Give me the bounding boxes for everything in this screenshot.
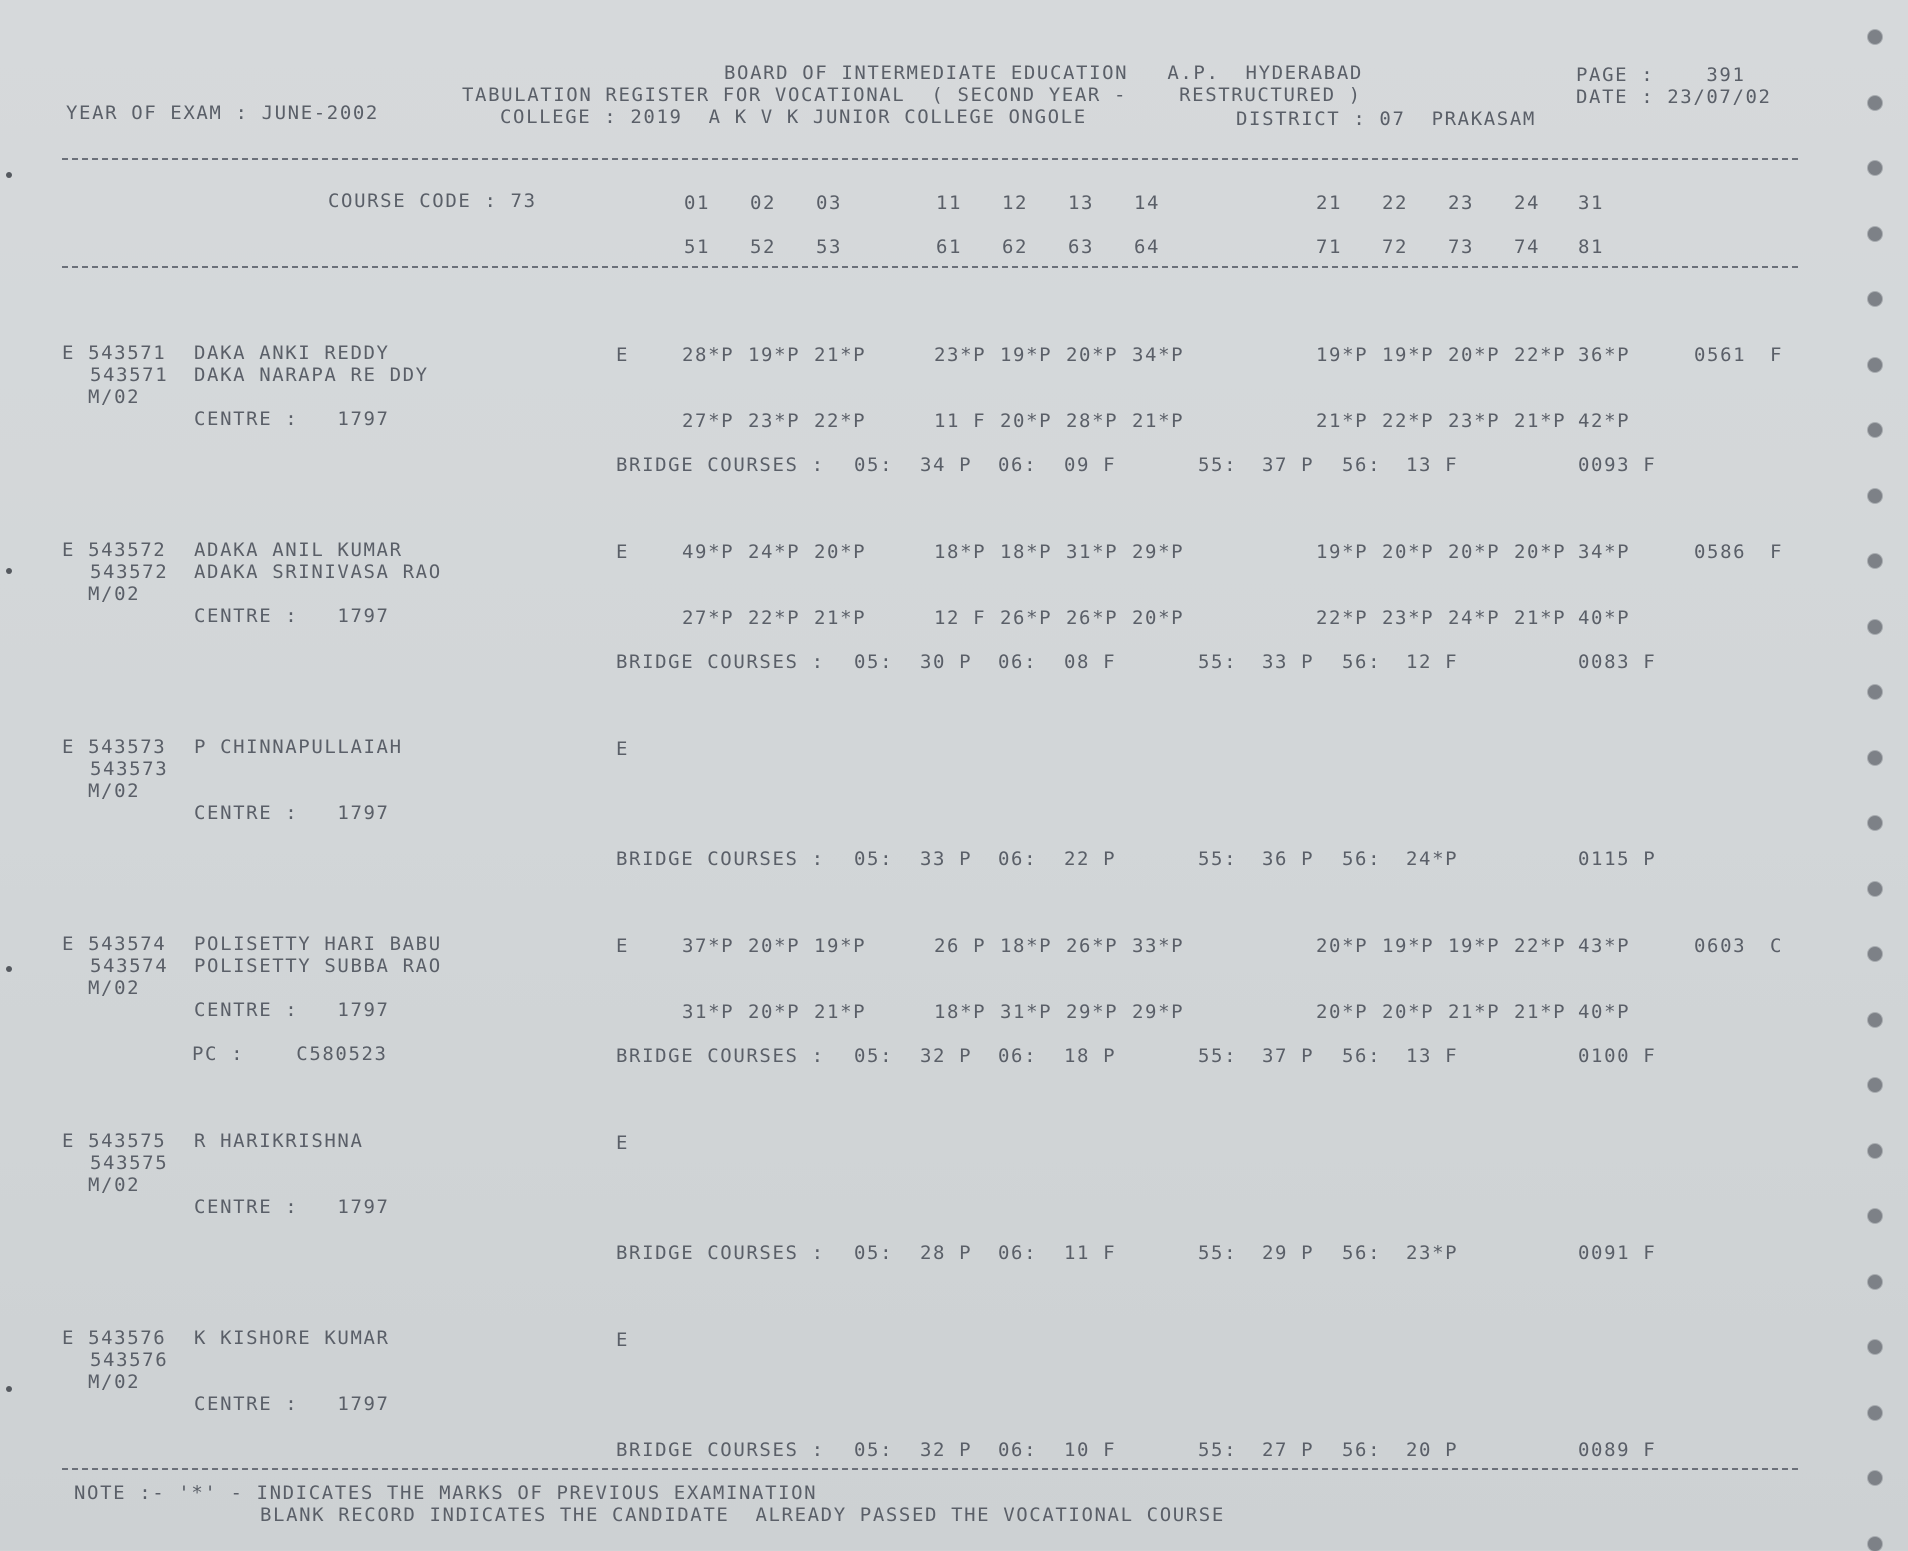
subject-mark: 40*P bbox=[1578, 607, 1631, 629]
feed-hole bbox=[1868, 423, 1882, 437]
subject-mark: 20*P bbox=[1316, 1001, 1369, 1023]
subject-mark: 19*P bbox=[1382, 344, 1435, 366]
bridge-mark-05: 32 P bbox=[920, 1045, 973, 1067]
centre-code: CENTRE : 1797 bbox=[194, 1196, 390, 1218]
medium-year: M/02 bbox=[88, 583, 141, 605]
subject-mark: 22*P bbox=[1514, 935, 1567, 957]
bridge-total: 0083 F bbox=[1578, 651, 1657, 673]
feed-hole bbox=[1868, 1144, 1882, 1158]
subject-mark: 19*P bbox=[1382, 935, 1435, 957]
exam-flag: E bbox=[616, 935, 630, 957]
bridge-mark-06: 08 F bbox=[1064, 651, 1117, 673]
subject-mark: 11 F bbox=[934, 410, 987, 432]
father-name: ADAKA SRINIVASA RAO bbox=[194, 561, 442, 583]
roll-number: 543576 bbox=[90, 1349, 169, 1371]
centre-code: CENTRE : 1797 bbox=[194, 999, 390, 1021]
bridge-mark-56: 20 P bbox=[1406, 1439, 1459, 1461]
course-code-column: 74 bbox=[1514, 236, 1541, 258]
bridge-total: 0115 P bbox=[1578, 848, 1657, 870]
course-code-column: 53 bbox=[816, 236, 843, 258]
course-code-column: 81 bbox=[1578, 236, 1605, 258]
bridge-code-05: 05: bbox=[854, 651, 894, 673]
bridge-mark-06: 10 F bbox=[1064, 1439, 1117, 1461]
subject-mark: 37*P bbox=[682, 935, 735, 957]
subject-mark: 40*P bbox=[1578, 1001, 1631, 1023]
bridge-code-05: 05: bbox=[854, 1242, 894, 1264]
feed-hole bbox=[1868, 620, 1882, 634]
medium-year: M/02 bbox=[88, 386, 141, 408]
subject-mark: 28*P bbox=[682, 344, 735, 366]
bridge-code-05: 05: bbox=[854, 1045, 894, 1067]
margin-hole bbox=[6, 568, 12, 574]
subject-mark: 18*P bbox=[1000, 935, 1053, 957]
medium-year: M/02 bbox=[88, 1371, 141, 1393]
bridge-mark-06: 11 F bbox=[1064, 1242, 1117, 1264]
course-code-column: 71 bbox=[1316, 236, 1343, 258]
subject-mark: 29*P bbox=[1132, 1001, 1185, 1023]
bridge-mark-55: 27 P bbox=[1262, 1439, 1315, 1461]
roll-number: 543572 bbox=[90, 561, 169, 583]
subject-mark: 23*P bbox=[748, 410, 801, 432]
course-code-column: 64 bbox=[1134, 236, 1161, 258]
bridge-mark-56: 13 F bbox=[1406, 454, 1459, 476]
bridge-mark-05: 32 P bbox=[920, 1439, 973, 1461]
course-code-column: 01 bbox=[684, 192, 711, 214]
centre-code: CENTRE : 1797 bbox=[194, 802, 390, 824]
course-code: COURSE CODE : 73 bbox=[328, 190, 537, 212]
course-code-column: 72 bbox=[1382, 236, 1409, 258]
bridge-code-06: 06: bbox=[998, 1242, 1038, 1264]
bridge-mark-55: 37 P bbox=[1262, 454, 1315, 476]
exam-flag: E bbox=[616, 541, 630, 563]
subject-mark: 19*P bbox=[814, 935, 867, 957]
subject-mark: 21*P bbox=[1316, 410, 1369, 432]
print-date: DATE : 23/07/02 bbox=[1576, 86, 1772, 108]
bridge-code-56: 56: bbox=[1342, 848, 1382, 870]
course-code-column: 21 bbox=[1316, 192, 1343, 214]
bridge-mark-56: 23*P bbox=[1406, 1242, 1459, 1264]
exam-flag: E bbox=[616, 1132, 630, 1154]
course-code-column: 23 bbox=[1448, 192, 1475, 214]
footer-divider bbox=[62, 1468, 1798, 1470]
hall-ticket-number: E 543576 bbox=[62, 1327, 167, 1349]
feed-hole bbox=[1868, 1537, 1882, 1551]
feed-hole bbox=[1868, 1275, 1882, 1289]
subject-mark: 19*P bbox=[748, 344, 801, 366]
subject-mark: 21*P bbox=[1132, 410, 1185, 432]
medium-year: M/02 bbox=[88, 977, 141, 999]
subject-mark: 20*P bbox=[1514, 541, 1567, 563]
candidate-name: POLISETTY HARI BABU bbox=[194, 933, 442, 955]
feed-hole bbox=[1868, 751, 1882, 765]
feed-hole bbox=[1868, 489, 1882, 503]
subject-mark: 21*P bbox=[1448, 1001, 1501, 1023]
subject-mark: 19*P bbox=[1000, 344, 1053, 366]
bridge-courses-label: BRIDGE COURSES : bbox=[616, 1439, 825, 1461]
subject-mark: 26*P bbox=[1066, 935, 1119, 957]
column-header-divider bbox=[62, 266, 1798, 268]
course-code-column: 24 bbox=[1514, 192, 1541, 214]
exam-flag: E bbox=[616, 738, 630, 760]
subject-mark: 31*P bbox=[682, 1001, 735, 1023]
subject-mark: 20*P bbox=[1316, 935, 1369, 957]
feed-hole bbox=[1868, 1471, 1882, 1485]
bridge-code-56: 56: bbox=[1342, 454, 1382, 476]
hall-ticket-number: E 543573 bbox=[62, 736, 167, 758]
candidate-name: K KISHORE KUMAR bbox=[194, 1327, 390, 1349]
bridge-mark-05: 33 P bbox=[920, 848, 973, 870]
course-code-column: 14 bbox=[1134, 192, 1161, 214]
course-code-column: 02 bbox=[750, 192, 777, 214]
subject-mark: 29*P bbox=[1066, 1001, 1119, 1023]
feed-hole bbox=[1868, 816, 1882, 830]
roll-number: 543573 bbox=[90, 758, 169, 780]
feed-hole bbox=[1868, 1406, 1882, 1420]
bridge-code-06: 06: bbox=[998, 651, 1038, 673]
subject-mark: 20*P bbox=[1448, 344, 1501, 366]
subject-mark: 20*P bbox=[1382, 541, 1435, 563]
feed-hole bbox=[1868, 30, 1882, 44]
bridge-code-56: 56: bbox=[1342, 1045, 1382, 1067]
college-line: COLLEGE : 2019 A K V K JUNIOR COLLEGE ONGOLE bbox=[500, 106, 1087, 128]
bridge-total: 0091 F bbox=[1578, 1242, 1657, 1264]
bridge-mark-05: 34 P bbox=[920, 454, 973, 476]
bridge-total: 0093 F bbox=[1578, 454, 1657, 476]
subject-mark: 26*P bbox=[1000, 607, 1053, 629]
subject-mark: 24*P bbox=[748, 541, 801, 563]
subject-mark: 23*P bbox=[934, 344, 987, 366]
candidate-name: R HARIKRISHNA bbox=[194, 1130, 364, 1152]
bridge-mark-56: 13 F bbox=[1406, 1045, 1459, 1067]
subject-mark: 34*P bbox=[1578, 541, 1631, 563]
bridge-mark-56: 24*P bbox=[1406, 848, 1459, 870]
subject-mark: 29*P bbox=[1132, 541, 1185, 563]
candidate-name: DAKA ANKI REDDY bbox=[194, 342, 390, 364]
bridge-mark-55: 37 P bbox=[1262, 1045, 1315, 1067]
subject-mark: 26*P bbox=[1066, 607, 1119, 629]
subject-mark: 43*P bbox=[1578, 935, 1631, 957]
margin-hole bbox=[6, 1386, 12, 1392]
pc-number: PC : C580523 bbox=[192, 1043, 388, 1065]
centre-code: CENTRE : 1797 bbox=[194, 408, 390, 430]
note-line-2: BLANK RECORD INDICATES THE CANDIDATE ALREADY PASSED THE VOCATIONAL COURSE bbox=[260, 1504, 1225, 1526]
bridge-code-06: 06: bbox=[998, 1045, 1038, 1067]
hall-ticket-number: E 543571 bbox=[62, 342, 167, 364]
bridge-mark-06: 22 P bbox=[1064, 848, 1117, 870]
father-name: POLISETTY SUBBA RAO bbox=[194, 955, 442, 977]
bridge-courses-label: BRIDGE COURSES : bbox=[616, 651, 825, 673]
subject-mark: 19*P bbox=[1316, 541, 1369, 563]
candidate-name: P CHINNAPULLAIAH bbox=[194, 736, 403, 758]
course-code-column: 73 bbox=[1448, 236, 1475, 258]
subject-mark: 42*P bbox=[1578, 410, 1631, 432]
course-code-column: 13 bbox=[1068, 192, 1095, 214]
exam-flag: E bbox=[616, 1329, 630, 1351]
course-code-column: 12 bbox=[1002, 192, 1029, 214]
centre-code: CENTRE : 1797 bbox=[194, 605, 390, 627]
margin-hole bbox=[6, 172, 12, 178]
feed-hole bbox=[1868, 1340, 1882, 1354]
course-code-column: 03 bbox=[816, 192, 843, 214]
subject-mark: 20*P bbox=[814, 541, 867, 563]
course-code-column: 11 bbox=[936, 192, 963, 214]
course-code-column: 52 bbox=[750, 236, 777, 258]
subject-mark: 21*P bbox=[1514, 410, 1567, 432]
subject-mark: 22*P bbox=[1514, 344, 1567, 366]
feed-hole bbox=[1868, 685, 1882, 699]
grand-total: 0586 bbox=[1694, 541, 1747, 563]
bridge-code-55: 55: bbox=[1198, 848, 1238, 870]
result-status: F bbox=[1770, 541, 1784, 563]
subject-mark: 19*P bbox=[1316, 344, 1369, 366]
subject-mark: 18*P bbox=[934, 1001, 987, 1023]
subject-mark: 21*P bbox=[814, 344, 867, 366]
year-of-exam: YEAR OF EXAM : JUNE-2002 bbox=[66, 102, 379, 124]
feed-hole bbox=[1868, 1078, 1882, 1092]
grand-total: 0603 bbox=[1694, 935, 1747, 957]
feed-hole bbox=[1868, 554, 1882, 568]
feed-hole bbox=[1868, 227, 1882, 241]
course-code-column: 63 bbox=[1068, 236, 1095, 258]
bridge-code-55: 55: bbox=[1198, 1439, 1238, 1461]
subject-mark: 18*P bbox=[934, 541, 987, 563]
bridge-code-05: 05: bbox=[854, 848, 894, 870]
bridge-mark-56: 12 F bbox=[1406, 651, 1459, 673]
centre-code: CENTRE : 1797 bbox=[194, 1393, 390, 1415]
subject-mark: 24*P bbox=[1448, 607, 1501, 629]
subject-mark: 33*P bbox=[1132, 935, 1185, 957]
subject-mark: 23*P bbox=[1382, 607, 1435, 629]
subject-mark: 22*P bbox=[1316, 607, 1369, 629]
subject-mark: 20*P bbox=[1448, 541, 1501, 563]
bridge-code-56: 56: bbox=[1342, 1242, 1382, 1264]
subject-mark: 20*P bbox=[1382, 1001, 1435, 1023]
roll-number: 543574 bbox=[90, 955, 169, 977]
subject-mark: 31*P bbox=[1000, 1001, 1053, 1023]
bridge-mark-55: 33 P bbox=[1262, 651, 1315, 673]
course-code-column: 61 bbox=[936, 236, 963, 258]
subject-mark: 21*P bbox=[814, 1001, 867, 1023]
bridge-code-06: 06: bbox=[998, 454, 1038, 476]
hall-ticket-number: E 543574 bbox=[62, 933, 167, 955]
course-code-column: 62 bbox=[1002, 236, 1029, 258]
bridge-code-55: 55: bbox=[1198, 1242, 1238, 1264]
subject-mark: 21*P bbox=[814, 607, 867, 629]
subject-mark: 36*P bbox=[1578, 344, 1631, 366]
result-status: F bbox=[1770, 344, 1784, 366]
father-name: DAKA NARAPA RE DDY bbox=[194, 364, 429, 386]
subject-mark: 20*P bbox=[1000, 410, 1053, 432]
bridge-mark-05: 30 P bbox=[920, 651, 973, 673]
subject-mark: 18*P bbox=[1000, 541, 1053, 563]
subject-mark: 26 P bbox=[934, 935, 987, 957]
bridge-code-05: 05: bbox=[854, 454, 894, 476]
bridge-courses-label: BRIDGE COURSES : bbox=[616, 454, 825, 476]
roll-number: 543575 bbox=[90, 1152, 169, 1174]
subject-mark: 27*P bbox=[682, 410, 735, 432]
bridge-code-55: 55: bbox=[1198, 454, 1238, 476]
subject-mark: 20*P bbox=[748, 935, 801, 957]
district-line: DISTRICT : 07 PRAKASAM bbox=[1236, 108, 1536, 130]
bridge-code-05: 05: bbox=[854, 1439, 894, 1461]
note-line-1: NOTE :- '*' - INDICATES THE MARKS OF PREVIOUS EXAMINATION bbox=[74, 1482, 818, 1504]
candidate-name: ADAKA ANIL KUMAR bbox=[194, 539, 403, 561]
course-code-column: 51 bbox=[684, 236, 711, 258]
feed-hole bbox=[1868, 1013, 1882, 1027]
subject-mark: 34*P bbox=[1132, 344, 1185, 366]
feed-hole bbox=[1868, 292, 1882, 306]
feed-hole bbox=[1868, 947, 1882, 961]
bridge-mark-06: 09 F bbox=[1064, 454, 1117, 476]
subject-mark: 20*P bbox=[1132, 607, 1185, 629]
subject-mark: 27*P bbox=[682, 607, 735, 629]
bridge-code-06: 06: bbox=[998, 848, 1038, 870]
margin-hole bbox=[6, 966, 12, 972]
medium-year: M/02 bbox=[88, 1174, 141, 1196]
subject-mark: 49*P bbox=[682, 541, 735, 563]
feed-hole bbox=[1868, 1209, 1882, 1223]
subject-mark: 23*P bbox=[1448, 410, 1501, 432]
bridge-courses-label: BRIDGE COURSES : bbox=[616, 1045, 825, 1067]
exam-flag: E bbox=[616, 344, 630, 366]
bridge-courses-label: BRIDGE COURSES : bbox=[616, 848, 825, 870]
board-title: BOARD OF INTERMEDIATE EDUCATION A.P. HYDERABAD bbox=[724, 62, 1363, 84]
page-number: PAGE : 391 bbox=[1576, 64, 1746, 86]
medium-year: M/02 bbox=[88, 780, 141, 802]
subject-mark: 21*P bbox=[1514, 1001, 1567, 1023]
bridge-code-06: 06: bbox=[998, 1439, 1038, 1461]
subject-mark: 28*P bbox=[1066, 410, 1119, 432]
register-title: TABULATION REGISTER FOR VOCATIONAL ( SECOND YEAR - RESTRUCTURED ) bbox=[462, 84, 1362, 106]
bridge-mark-55: 29 P bbox=[1262, 1242, 1315, 1264]
subject-mark: 22*P bbox=[1382, 410, 1435, 432]
bridge-total: 0100 F bbox=[1578, 1045, 1657, 1067]
bridge-mark-06: 18 P bbox=[1064, 1045, 1117, 1067]
result-status: C bbox=[1770, 935, 1784, 957]
bridge-courses-label: BRIDGE COURSES : bbox=[616, 1242, 825, 1264]
header-divider bbox=[62, 158, 1798, 160]
bridge-code-55: 55: bbox=[1198, 1045, 1238, 1067]
bridge-mark-55: 36 P bbox=[1262, 848, 1315, 870]
bridge-code-56: 56: bbox=[1342, 1439, 1382, 1461]
subject-mark: 31*P bbox=[1066, 541, 1119, 563]
subject-mark: 12 F bbox=[934, 607, 987, 629]
roll-number: 543571 bbox=[90, 364, 169, 386]
feed-hole bbox=[1868, 882, 1882, 896]
subject-mark: 22*P bbox=[748, 607, 801, 629]
course-code-column: 31 bbox=[1578, 192, 1605, 214]
hall-ticket-number: E 543575 bbox=[62, 1130, 167, 1152]
bridge-mark-05: 28 P bbox=[920, 1242, 973, 1264]
feed-hole bbox=[1868, 96, 1882, 110]
feed-hole bbox=[1868, 161, 1882, 175]
subject-mark: 21*P bbox=[1514, 607, 1567, 629]
bridge-code-56: 56: bbox=[1342, 651, 1382, 673]
bridge-total: 0089 F bbox=[1578, 1439, 1657, 1461]
subject-mark: 20*P bbox=[748, 1001, 801, 1023]
hall-ticket-number: E 543572 bbox=[62, 539, 167, 561]
subject-mark: 22*P bbox=[814, 410, 867, 432]
grand-total: 0561 bbox=[1694, 344, 1747, 366]
subject-mark: 20*P bbox=[1066, 344, 1119, 366]
subject-mark: 19*P bbox=[1448, 935, 1501, 957]
course-code-column: 22 bbox=[1382, 192, 1409, 214]
feed-hole bbox=[1868, 358, 1882, 372]
bridge-code-55: 55: bbox=[1198, 651, 1238, 673]
